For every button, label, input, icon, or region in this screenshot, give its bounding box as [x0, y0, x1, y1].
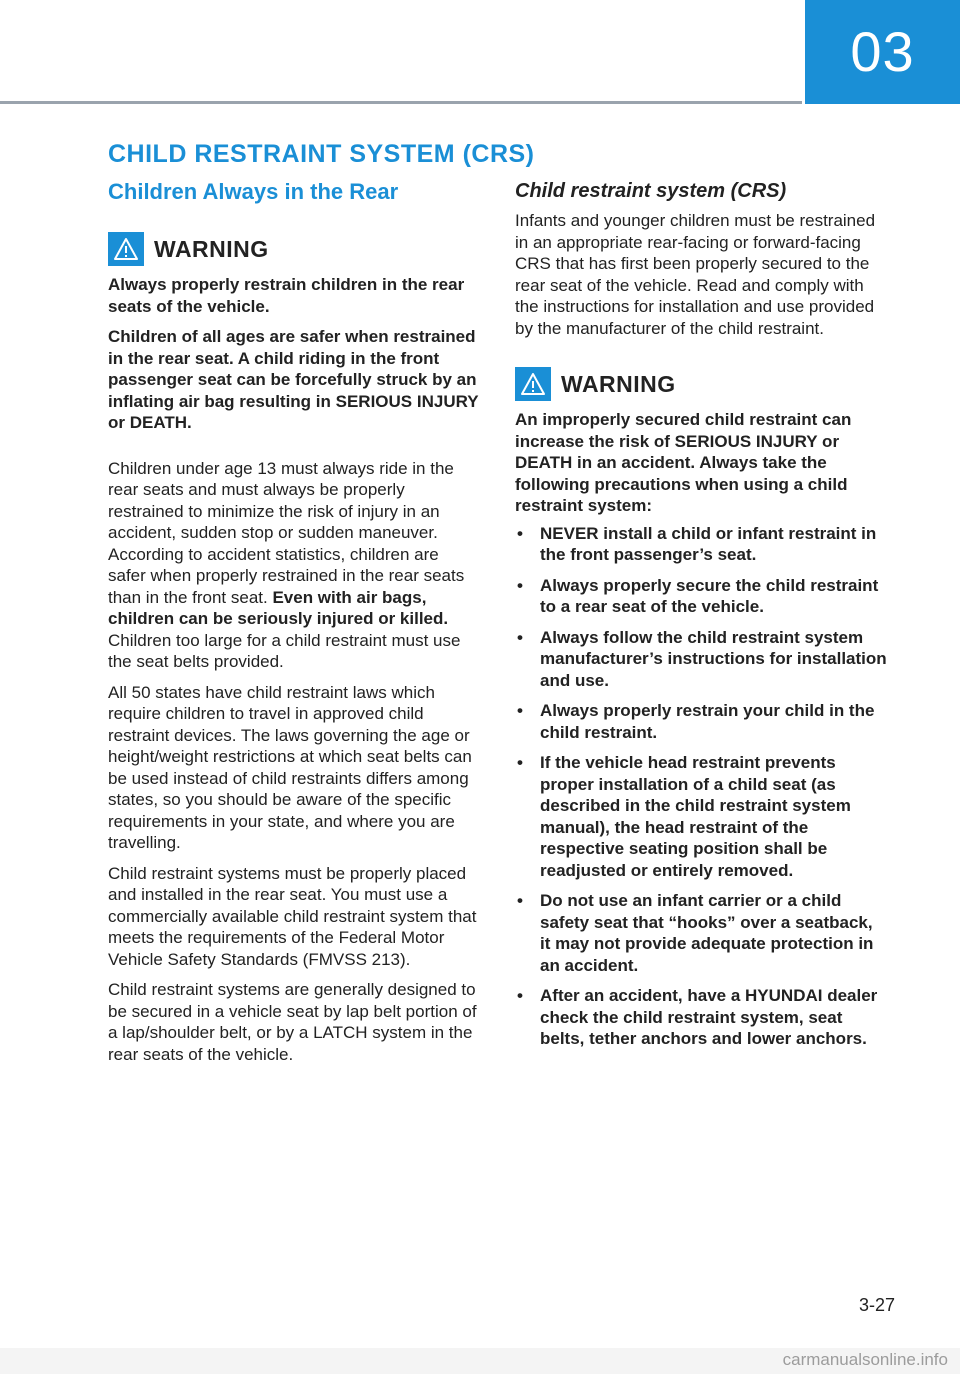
warning-triangle-icon	[515, 367, 551, 401]
list-item: • Always properly secure the child restraint to a rear seat of the vehicle.	[515, 575, 887, 618]
paragraph-placement: Child restraint systems must be properly placed and installed in the rear seat. You must use a commercially available child restraint system that meets the requirements of the Federal Motor Vehicle Safety Standards (FMVSS 213).	[108, 863, 477, 969]
list-item: • If the vehicle head restraint prevents proper installation of a child seat (as described in the child restraint system manual), the head restraint of the respective seating position shall be readjusted or entirely removed.	[515, 752, 887, 881]
right-column	[515, 178, 887, 1059]
section-title: CHILD RESTRAINT SYSTEM (CRS)	[108, 140, 535, 168]
warning-header-left	[108, 232, 480, 266]
paragraph-securing: Child restraint systems are generally designed to be secured in a vehicle seat by lap belt portion of a lap/shoulder belt, or by a LATCH system in the rear seats of the vehicle.	[108, 980, 477, 1064]
warning-intro: An improperly secured child restraint can increase the risk of SERIOUS INJURY or DEATH in an accident. Always take the following precautions when using a child restraint system:	[515, 410, 852, 515]
paragraph-state-laws: All 50 states have child restraint laws which require children to travel in approved child restraint devices. The laws governing the age or height/weight restrictions at which seat belts can be used instead of child restraints differs among states, so you should be aware of the specific requirements in your state, and where you are travelling.	[108, 682, 472, 852]
warning-label: WARNING	[561, 370, 676, 397]
warning-label: WARNING	[154, 235, 269, 262]
warning-precautions-list	[515, 523, 887, 1050]
list-item: • Always properly restrain your child in the child restraint.	[515, 700, 887, 743]
chapter-number-tab: 03	[805, 0, 960, 104]
warning-header-right	[515, 367, 887, 401]
list-item: • NEVER install a child or infant restraint in the front passenger’s seat.	[515, 523, 887, 566]
paragraph-age-13-a: Children under age 13 must always ride in the rear seats and must always be properly restrained to minimize the risk of injury in an accident, sudden stop or sudden maneuver. According to accident statistics, children are safer when properly restrained in the rear seats than in the front seat.	[108, 458, 465, 607]
subtitle-crs: Child restraint system (CRS)	[515, 180, 787, 202]
page-number: 3-27	[858, 1295, 895, 1315]
footer-watermark: carmanualsonline.info	[782, 1350, 948, 1369]
list-item: • Always follow the child restraint system manufacturer’s instructions for installation and use.	[515, 627, 887, 692]
header-rule	[0, 101, 802, 104]
warning-triangle-icon	[108, 232, 144, 266]
paragraph-age-13-c: Children too large for a child restraint must use the seat belts provided.	[108, 630, 461, 671]
warning-text-1: Always properly restrain children in the rear seats of the vehicle.	[108, 275, 465, 316]
paragraph-crs-intro: Infants and younger children must be restrained in an appropriate rear-facing or forward-facing CRS that has first been properly secured to the rear seat of the vehicle. Read and comply with the instructions for installation and use provided by the manufacturer of the child restraint.	[515, 211, 876, 338]
warning-text-2: Children of all ages are safer when restrained in the rear seat. A child riding in the front passenger seat can be forcefully struck by an inflating air bag resulting in SERIOUS INJURY or DEATH.	[108, 327, 479, 432]
left-column	[108, 178, 480, 1074]
subtitle-children-rear: Children Always in the Rear	[108, 179, 399, 204]
paragraph-age-13	[108, 458, 480, 673]
list-item: • Do not use an infant carrier or a child safety seat that “hooks” over a seatback, it may not provide adequate protection in an accident.	[515, 890, 887, 976]
list-item: • After an accident, have a HYUNDAI dealer check the child restraint system, seat belts, tether anchors and lower anchors.	[515, 985, 887, 1050]
paragraph-age-13-bold: Even with air bags, children can be seriously injured or killed.	[108, 587, 449, 628]
